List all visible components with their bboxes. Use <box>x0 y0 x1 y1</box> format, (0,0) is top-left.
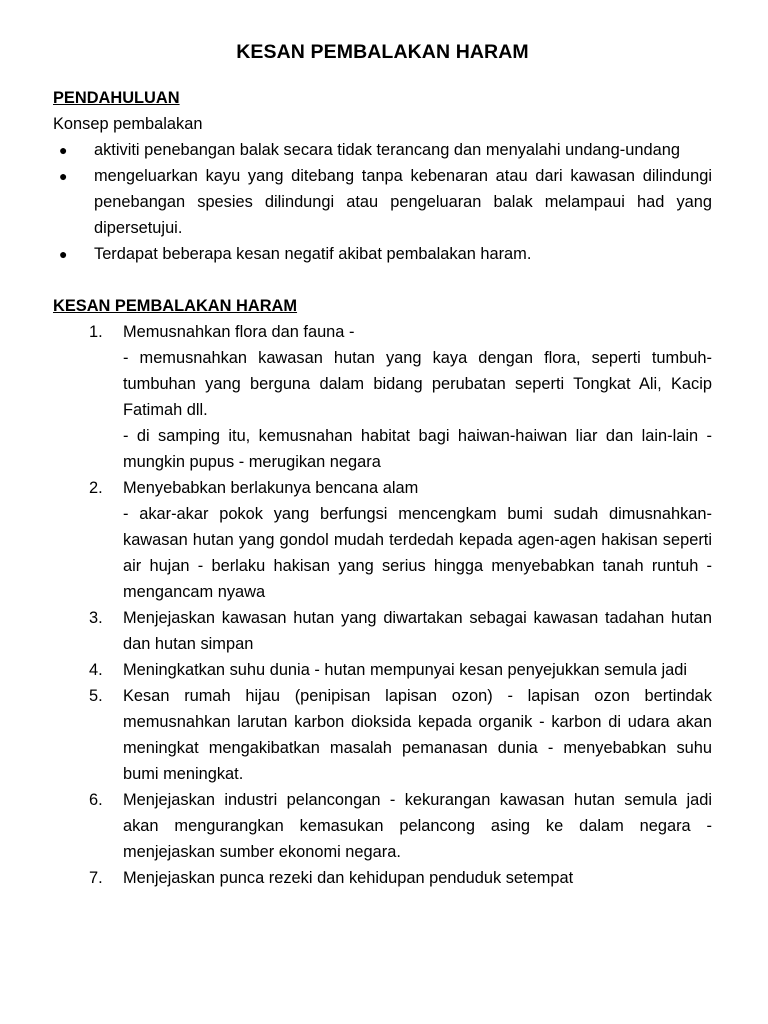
bullet-icon: ● <box>59 142 68 158</box>
item-text: Memusnahkan flora dan fauna - <box>123 323 355 341</box>
document-title: KESAN PEMBALAKAN HARAM <box>236 41 529 63</box>
item-text: Kesan rumah hijau (penipisan lapisan ozon) - lapisan ozon bertindak memusnahkan larutan karbon dioksida kepada organik - karbon di udara akan meningkat mengakibatkan masalah pemanasan dunia - menyebabkan suhu bumi meningkat. <box>123 687 712 783</box>
effects-list-item <box>53 787 712 865</box>
item-text: Menyebabkan berlakunya bencana alam <box>123 479 419 497</box>
effects-list-item <box>53 683 712 787</box>
item-text: Menjejaskan industri pelancongan - kekurangan kawasan hutan semula jadi akan mengurangkan kemasukan pelancong asing ke dalam negara - menjejaskan sumber ekonomi negara. <box>123 791 712 861</box>
item-number: 5. <box>89 687 103 705</box>
item-number: 1. <box>89 323 103 341</box>
item-number: 4. <box>89 661 103 679</box>
item-number: 7. <box>89 869 103 887</box>
item-number: 2. <box>89 479 103 497</box>
intro-bullet-item <box>53 241 712 267</box>
bullet-icon: ● <box>59 168 68 184</box>
intro-heading: PENDAHULUAN <box>53 89 180 107</box>
intro-bullet-text: aktiviti penebangan balak secara tidak terancang dan menyalahi undang-undang <box>94 141 680 159</box>
effects-list-item <box>53 657 712 683</box>
item-text: Meningkatkan suhu dunia - hutan mempunyai kesan penyejukkan semula jadi <box>123 661 688 679</box>
intro-bullet-text: mengeluarkan kayu yang ditebang tanpa kebenaran atau dari kawasan dilindungi penebangan spesies dilindungi atau pengeluaran balak melampaui had yang dipersetujui. <box>94 167 712 237</box>
bullet-icon: ● <box>59 246 68 262</box>
item-number: 3. <box>89 609 103 627</box>
effects-list-item <box>53 605 712 657</box>
item-text: Menjejaskan kawasan hutan yang diwartakan sebagai kawasan tadahan hutan dan hutan simpan <box>123 609 712 653</box>
intro-bullet-list <box>53 137 712 267</box>
item-number: 6. <box>89 791 103 809</box>
intro-bullet-item <box>53 137 712 163</box>
effects-list-item <box>53 319 712 475</box>
effects-list-item <box>53 865 712 891</box>
effects-list-item <box>53 475 712 605</box>
item-detail: - memusnahkan kawasan hutan yang kaya dengan flora, seperti tumbuh-tumbuhan yang berguna dalam bidang perubatan seperti Tongkat Ali, Kacip Fatimah dll. <box>123 349 712 419</box>
item-text: Menjejaskan punca rezeki dan kehidupan penduduk setempat <box>123 869 574 887</box>
section-spacer <box>53 267 712 293</box>
item-detail: - di samping itu, kemusnahan habitat bagi haiwan-haiwan liar dan lain-lain - mungkin pupus - merugikan negara <box>123 427 712 471</box>
effects-list <box>53 319 712 891</box>
intro-subheading: Konsep pembalakan <box>53 115 203 133</box>
intro-bullet-text: Terdapat beberapa kesan negatif akibat pembalakan haram. <box>94 245 532 263</box>
intro-bullet-item <box>53 163 712 241</box>
effects-heading: KESAN PEMBALAKAN HARAM <box>53 297 298 315</box>
item-detail: - akar-akar pokok yang berfungsi mencengkam bumi sudah dimusnahkan- kawasan hutan yang gondol mudah terdedah kepada agen-agen hakisan seperti air hujan - berlaku hakisan yang serius hingga menyebabkan tanah runtuh - mengancam nyawa <box>123 505 712 601</box>
